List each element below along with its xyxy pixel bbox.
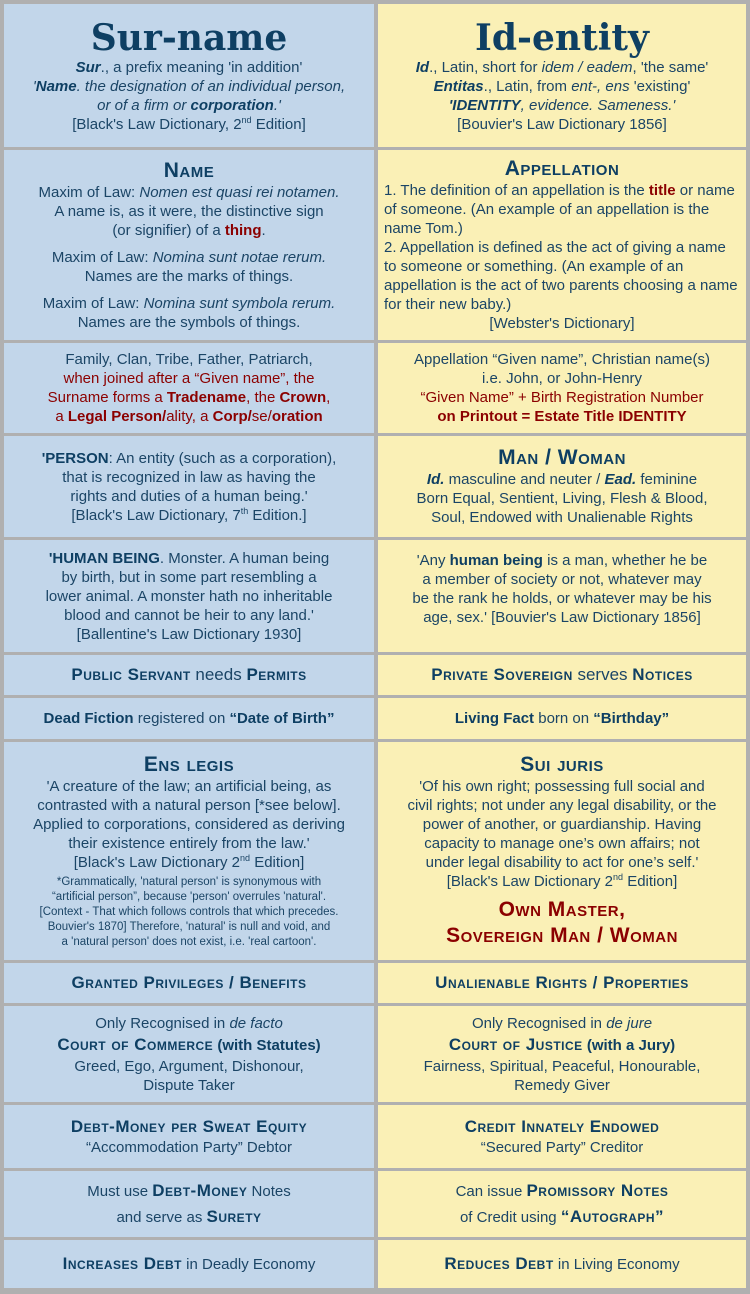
granted-privileges: Granted Privileges / Benefits: [71, 973, 307, 992]
person-def: : An entity (such as a corporation),: [108, 449, 337, 467]
autograph-term: “Autograph”: [560, 1207, 665, 1226]
man-woman-line-3: Soul, Endowed with Unalienable Rights: [431, 509, 693, 526]
notices: Notices: [632, 665, 693, 684]
sui-juris-def-4: capacity to manage one’s own affairs; not: [424, 835, 700, 852]
fiction-cell: [4, 698, 374, 739]
human-being-row: [4, 540, 746, 655]
any-human-cell: [378, 540, 746, 652]
ens-term: ent-, ens: [571, 77, 630, 95]
given-line-4: on Printout = Estate Title IDENTITY: [437, 408, 687, 425]
header-row: [4, 4, 746, 150]
any-human-line-3: be the rank he holds, or whatever may be his: [412, 590, 712, 607]
maxim-translation: Names are the marks of things.: [84, 267, 294, 285]
family-line-3: Surname forms a Tradename, the Crown,: [47, 389, 331, 406]
maxim-label: Maxim of Law:: [38, 183, 140, 201]
promissory-notes-cell: [378, 1171, 746, 1237]
family-line-1: Family, Clan, Tribe, Father, Patriarch,: [65, 351, 313, 368]
sui-juris-heading: Sui juris: [520, 753, 604, 776]
human-being-def-4: blood and cannot be heir to any land.': [64, 606, 314, 624]
maxim-latin: Nomen est quasi rei notamen.: [139, 183, 340, 201]
remedy-giver: Remedy Giver: [514, 1076, 610, 1094]
given-line-3: “Given Name” + Birth Registration Number: [420, 389, 704, 406]
surname-title: Sur-name: [90, 16, 288, 59]
reduces-debt-cell: [378, 1240, 746, 1288]
id-text: ., Latin, short for: [429, 58, 542, 76]
human-being-def: . Monster. A human being: [159, 549, 330, 567]
increases-debt: Increases Debt: [62, 1254, 182, 1273]
sovereign-cell: [378, 655, 746, 695]
debt-money-heading: Debt-Money per Sweat Equity: [70, 1117, 308, 1136]
maxim-latin: Nomina sunt notae rerum.: [152, 248, 327, 266]
any-human-line-2: a member of society or not, whatever may: [422, 571, 702, 588]
identity-header-cell: [378, 4, 746, 147]
human-being-cell: [4, 540, 374, 652]
sui-juris-source: [Black's Law Dictionary 2nd Edition]: [446, 872, 678, 890]
human-being-term: 'HUMAN BEING: [48, 549, 160, 567]
maxim-label: Maxim of Law:: [42, 294, 144, 312]
any-human-line-1: 'Any human being is a man, whether he be: [416, 552, 708, 569]
identity-term: 'IDENTITY: [448, 96, 521, 114]
name-row: [4, 150, 746, 343]
family-cell: [4, 343, 374, 433]
debt-row: [4, 1240, 746, 1288]
private-sovereign: Private Sovereign: [431, 665, 573, 684]
credit-heading: Credit Innately Endowed: [464, 1117, 660, 1136]
fiction-row: [4, 698, 746, 742]
sui-juris-def-2: civil rights; not under any legal disability, or the: [407, 797, 717, 814]
date-of-birth: “Date of Birth”: [229, 710, 335, 727]
ens-legis-def-3: Applied to corporations, considered as deriving: [33, 815, 345, 833]
identity-title: Id-entity: [475, 16, 649, 59]
servant-row: [4, 655, 746, 698]
name-definition-cont: or of a firm or: [97, 96, 191, 114]
ens-legis-source: [Black's Law Dictionary 2nd Edition]: [73, 852, 305, 871]
with-a-jury: (with a Jury): [582, 1036, 676, 1054]
human-being-source: [Ballentine's Law Dictionary 1930]: [76, 625, 302, 643]
born-on: born on: [534, 710, 594, 727]
surname-header-cell: [4, 4, 374, 147]
can-issue: Can issue: [455, 1183, 527, 1200]
debt-notes-cell: [4, 1171, 374, 1237]
of-credit-using: of Credit using: [459, 1209, 561, 1226]
notes-row: [4, 1171, 746, 1240]
human-being-def-2: by birth, but in some part resembling a: [61, 568, 317, 586]
commerce-cell: [4, 1006, 374, 1102]
family-line-4: a Legal Person/ality, a Corp/se/oration: [55, 408, 323, 425]
given-line-2: i.e. John, or John-Henry: [481, 370, 643, 387]
commerce-traits: Greed, Ego, Argument, Dishonour,: [74, 1057, 304, 1075]
identity-source: [Bouvier's Law Dictionary 1856]: [457, 115, 667, 133]
sui-juris-cell: [378, 742, 746, 960]
corporation-term: corporation: [190, 96, 274, 114]
person-def-2: that is recognized in law as having the: [62, 468, 316, 486]
quote-end: .': [273, 96, 281, 114]
with-statutes: (with Statutes): [213, 1036, 321, 1054]
debt-credit-row: [4, 1105, 746, 1171]
deadly-economy: in Deadly Economy: [182, 1256, 316, 1273]
human-being-def-3: lower animal. A monster hath no inheritable: [45, 587, 333, 605]
de-jure: de jure: [606, 1014, 653, 1032]
serves: serves: [572, 665, 633, 684]
entitas-text-end: 'existing': [629, 77, 691, 95]
rights-cell: [378, 963, 746, 1003]
court-row: [4, 1006, 746, 1105]
sui-juris-def-3: power of another, or guardianship. Having: [422, 816, 702, 833]
debt-money-cell: [4, 1105, 374, 1168]
family-row: [4, 343, 746, 436]
footnote-2: “artificial person”, because 'person' overrules 'natural'.: [51, 890, 327, 903]
debt-money-term: Debt-Money: [152, 1181, 248, 1200]
thing-term: thing: [224, 221, 262, 239]
own-master: Own Master,: [498, 898, 626, 921]
dead-fiction: Dead Fiction: [43, 710, 134, 727]
registered-on: registered on: [133, 710, 230, 727]
footnote-3: [Context - That which follows controls that which precedes.: [39, 905, 339, 918]
man-woman-heading: Man / Woman: [498, 446, 626, 469]
living-fact: Living Fact: [454, 710, 535, 727]
dispute-taker: Dispute Taker: [143, 1076, 235, 1094]
idem-term: idem / eadem: [541, 58, 633, 76]
sui-juris-def-5: under legal disability to act for one’s self.': [425, 854, 699, 871]
given-line-1: Appellation “Given name”, Christian name(s): [414, 351, 710, 368]
must-use: Must use: [87, 1183, 153, 1200]
surname-source: [Black's Law Dictionary, 2nd Edition]: [72, 114, 306, 133]
name-definition: . the designation of an individual person,: [76, 77, 346, 95]
ens-legis-heading: Ens legis: [143, 752, 235, 776]
public-servant: Public Servant: [71, 665, 191, 684]
family-line-2: when joined after a “Given name”, the: [63, 370, 315, 387]
unalienable-rights: Unalienable Rights / Properties: [435, 973, 689, 992]
man-woman-line-1: Id. masculine and neuter / Ead. feminine: [426, 471, 698, 488]
appellation-source: [Webster's Dictionary]: [489, 315, 635, 332]
court-of-commerce: Court of Commerce: [57, 1034, 214, 1054]
accommodation-party: “Accommodation Party” Debtor: [86, 1139, 292, 1156]
living-economy: in Living Economy: [553, 1256, 680, 1273]
privileges-row: [4, 963, 746, 1006]
justice-cell: [378, 1006, 746, 1102]
id-text-end: , 'the same': [632, 58, 709, 76]
appellation-def-1: 1. The definition of an appellation is the title or name of someone. (An example of an appellation is the name Tom.): [384, 182, 735, 237]
credit-cell: [378, 1105, 746, 1168]
ens-legis-row: [4, 742, 746, 963]
man-woman-line-2: Born Equal, Sentient, Living, Flesh & Blood,: [416, 490, 708, 507]
sur-definition: ., a prefix meaning 'in addition': [100, 58, 303, 76]
name-heading: Name: [163, 158, 215, 182]
maxim-translation: Names are the symbols of things.: [77, 313, 301, 331]
ens-legis-cell: [4, 742, 374, 960]
man-woman-cell: [378, 436, 746, 537]
any-human-line-4: age, sex.' [Bouvier's Law Dictionary 1856]: [423, 609, 701, 626]
needs: needs: [190, 665, 247, 684]
servant-cell: [4, 655, 374, 695]
serve-as: and serve as: [116, 1209, 207, 1226]
maxim-translation: A name is, as it were, the distinctive sign: [54, 202, 324, 220]
maxim-label: Maxim of Law:: [51, 248, 153, 266]
name-term: Name: [35, 77, 77, 95]
notes: Notes: [247, 1183, 291, 1200]
entitas-text: ., Latin, from: [483, 77, 572, 95]
recognised-label: Only Recognised in: [471, 1014, 607, 1032]
name-cell: [4, 150, 374, 340]
surety-term: Surety: [206, 1207, 262, 1226]
id-term: Id: [415, 58, 430, 76]
maxim-translation-cont: (or signifier) of a: [112, 221, 225, 239]
appellation-heading: Appellation: [504, 157, 620, 180]
court-of-justice: Court of Justice: [448, 1034, 583, 1054]
footnote-5: a 'natural person' does not exist, i.e. 'real cartoon'.: [61, 935, 317, 948]
birthday: “Birthday”: [593, 710, 670, 727]
person-row: [4, 436, 746, 540]
comparison-table: [4, 4, 746, 1288]
increases-debt-cell: [4, 1240, 374, 1288]
identity-definition: , evidence. Sameness.': [520, 96, 676, 114]
appellation-def-2: 2. Appellation is defined as the act of giving a name to someone or something. (An example of an appellation is the act of two parents choosing a name for their new baby.): [384, 239, 738, 313]
fact-cell: [378, 698, 746, 739]
secured-party: “Secured Party” Creditor: [480, 1139, 644, 1156]
quote-mark: ': [32, 77, 36, 95]
entitas-term: Entitas: [433, 77, 484, 95]
sovereign-man-woman: Sovereign Man / Woman: [446, 924, 678, 947]
privileges-cell: [4, 963, 374, 1003]
ens-legis-def-4: their existence entirely from the law.': [68, 834, 310, 852]
promissory-notes-term: Promissory Notes: [526, 1181, 669, 1200]
person-cell: [4, 436, 374, 537]
permits: Permits: [246, 665, 307, 684]
reduces-debt: Reduces Debt: [444, 1254, 554, 1273]
footnote-4: Bouvier's 1870] Therefore, 'natural' is null and void, and: [47, 920, 331, 933]
justice-traits: Fairness, Spiritual, Peaceful, Honourable,: [423, 1057, 701, 1075]
sur-term: Sur: [75, 58, 101, 76]
footnote-1: *Grammatically, 'natural person' is synonymous with: [56, 875, 322, 888]
de-facto: de facto: [229, 1014, 283, 1032]
recognised-label: Only Recognised in: [95, 1014, 230, 1032]
person-def-3: rights and duties of a human being.': [70, 487, 308, 505]
period: .: [261, 221, 266, 239]
person-term: 'PERSON: [41, 449, 109, 467]
appellation-cell: [378, 150, 746, 340]
person-source: [Black's Law Dictionary, 7th Edition.]: [71, 505, 307, 524]
sui-juris-def-1: 'Of his own right; possessing full social and: [419, 778, 705, 795]
ens-legis-def-1: 'A creature of the law; an artificial being, as: [46, 777, 332, 795]
maxim-latin: Nomina sunt symbola rerum.: [143, 294, 336, 312]
given-name-cell: [378, 343, 746, 433]
ens-legis-def-2: contrasted with a natural person [*see below].: [37, 796, 341, 814]
